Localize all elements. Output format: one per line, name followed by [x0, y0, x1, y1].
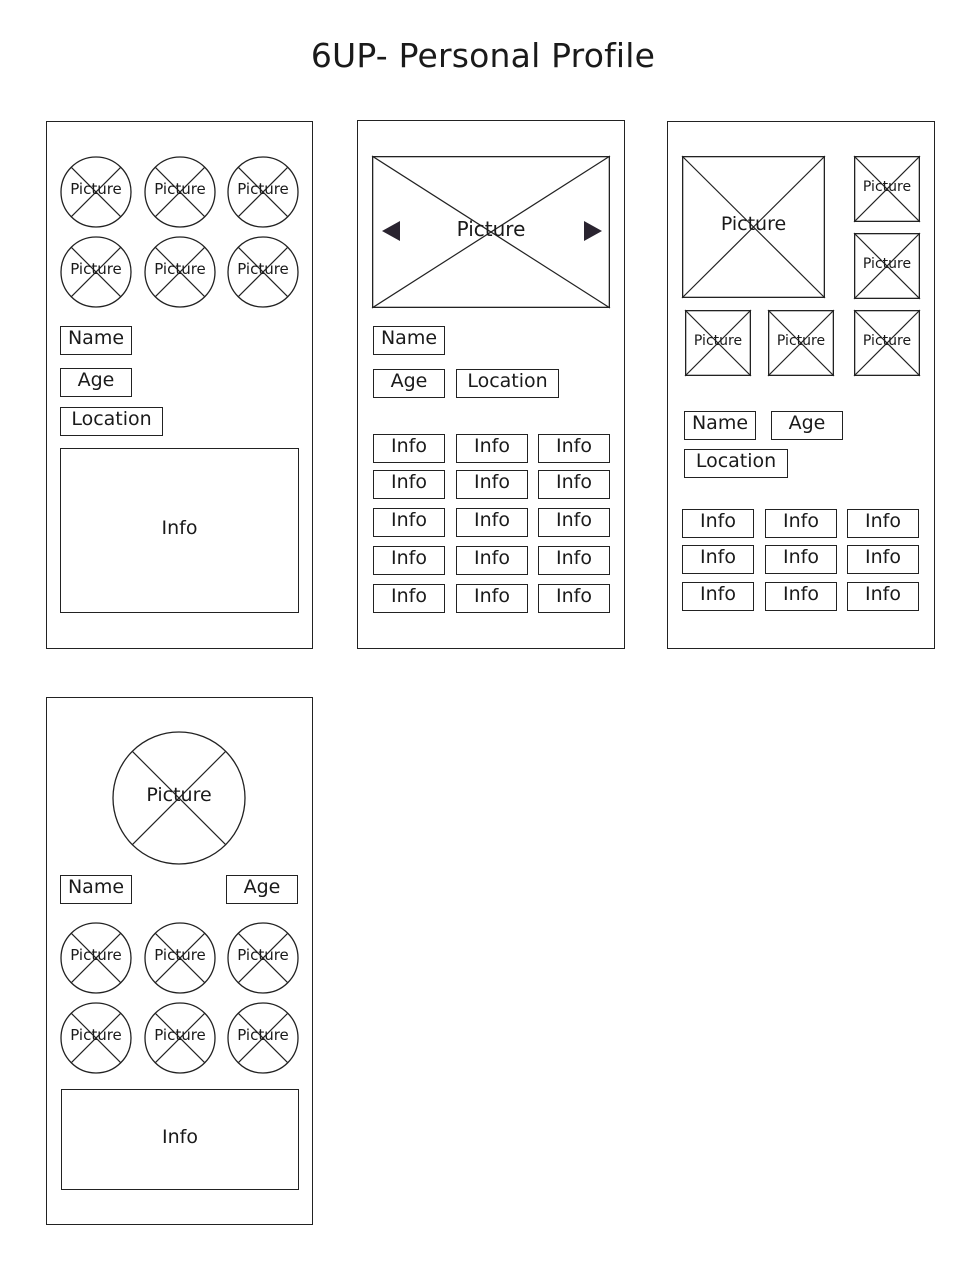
info-panel: Info — [61, 1089, 299, 1190]
info-field: Info — [456, 584, 528, 613]
age-field: Age — [226, 875, 298, 904]
age-field: Age — [771, 411, 843, 440]
picture-label: Picture — [154, 180, 206, 198]
info-field: Info — [847, 545, 919, 574]
info-field: Info — [538, 584, 610, 613]
picture-label: Picture — [862, 333, 912, 349]
info-field: Info — [765, 545, 837, 574]
picture-placeholder-square — [854, 233, 920, 299]
picture-label: Picture — [146, 784, 212, 806]
info-field: Info — [456, 470, 528, 499]
picture-placeholder-circle — [227, 1002, 299, 1074]
picture-label: Picture — [70, 180, 122, 198]
location-field: Location — [456, 369, 559, 398]
picture-placeholder-circle — [227, 156, 299, 228]
age-field: Age — [60, 368, 132, 397]
picture-label: Picture — [70, 946, 122, 964]
picture-label: Picture — [693, 333, 743, 349]
picture-placeholder-circle — [60, 236, 132, 308]
info-field: Info — [456, 508, 528, 537]
info-field: Info — [456, 434, 528, 463]
picture-placeholder-circle — [144, 1002, 216, 1074]
picture-label: Picture — [154, 260, 206, 278]
info-field: Info — [373, 508, 445, 537]
info-panel: Info — [60, 448, 299, 613]
picture-placeholder-circle — [144, 156, 216, 228]
picture-label: Picture — [70, 260, 122, 278]
info-field: Info — [682, 582, 754, 611]
picture-label: Picture — [154, 946, 206, 964]
info-field: Info — [456, 546, 528, 575]
info-field: Info — [538, 434, 610, 463]
picture-label: Picture — [237, 946, 289, 964]
carousel-next-arrow-icon[interactable] — [584, 221, 602, 241]
picture-placeholder-circle — [60, 156, 132, 228]
name-field: Name — [60, 875, 132, 904]
name-field: Name — [373, 326, 445, 355]
info-field: Info — [373, 434, 445, 463]
picture-label: Picture — [70, 1026, 122, 1044]
info-field: Info — [765, 582, 837, 611]
info-field: Info — [847, 509, 919, 538]
info-field: Info — [538, 546, 610, 575]
picture-placeholder-circle — [60, 922, 132, 994]
info-field: Info — [682, 545, 754, 574]
carousel-prev-arrow-icon[interactable] — [382, 221, 400, 241]
picture-placeholder-square — [854, 156, 920, 222]
info-field: Info — [373, 584, 445, 613]
picture-label: Picture — [720, 213, 787, 235]
picture-placeholder-square — [768, 310, 834, 376]
info-field: Info — [538, 508, 610, 537]
info-field: Info — [682, 509, 754, 538]
picture-label: Picture — [237, 180, 289, 198]
picture-placeholder-large — [682, 156, 825, 298]
picture-placeholder-square — [685, 310, 751, 376]
age-field: Age — [373, 369, 445, 398]
info-field: Info — [538, 470, 610, 499]
picture-placeholder-avatar — [112, 731, 246, 865]
info-field: Info — [765, 509, 837, 538]
info-field: Info — [373, 470, 445, 499]
location-field: Location — [60, 407, 163, 436]
info-field: Info — [373, 546, 445, 575]
picture-placeholder-carousel — [372, 156, 610, 308]
picture-placeholder-circle — [144, 922, 216, 994]
picture-label: Picture — [776, 333, 826, 349]
picture-placeholder-circle — [60, 1002, 132, 1074]
picture-label: Picture — [237, 260, 289, 278]
info-field: Info — [847, 582, 919, 611]
picture-label: Picture — [237, 1026, 289, 1044]
page-title: 6UP- Personal Profile — [310, 36, 656, 75]
picture-placeholder-circle — [227, 922, 299, 994]
picture-placeholder-circle — [144, 236, 216, 308]
picture-label: Picture — [456, 217, 526, 241]
picture-label: Picture — [862, 256, 912, 272]
location-field: Location — [684, 449, 788, 478]
picture-label: Picture — [154, 1026, 206, 1044]
name-field: Name — [60, 326, 132, 355]
name-field: Name — [684, 411, 756, 440]
picture-placeholder-circle — [227, 236, 299, 308]
picture-placeholder-square — [854, 310, 920, 376]
picture-label: Picture — [862, 179, 912, 195]
